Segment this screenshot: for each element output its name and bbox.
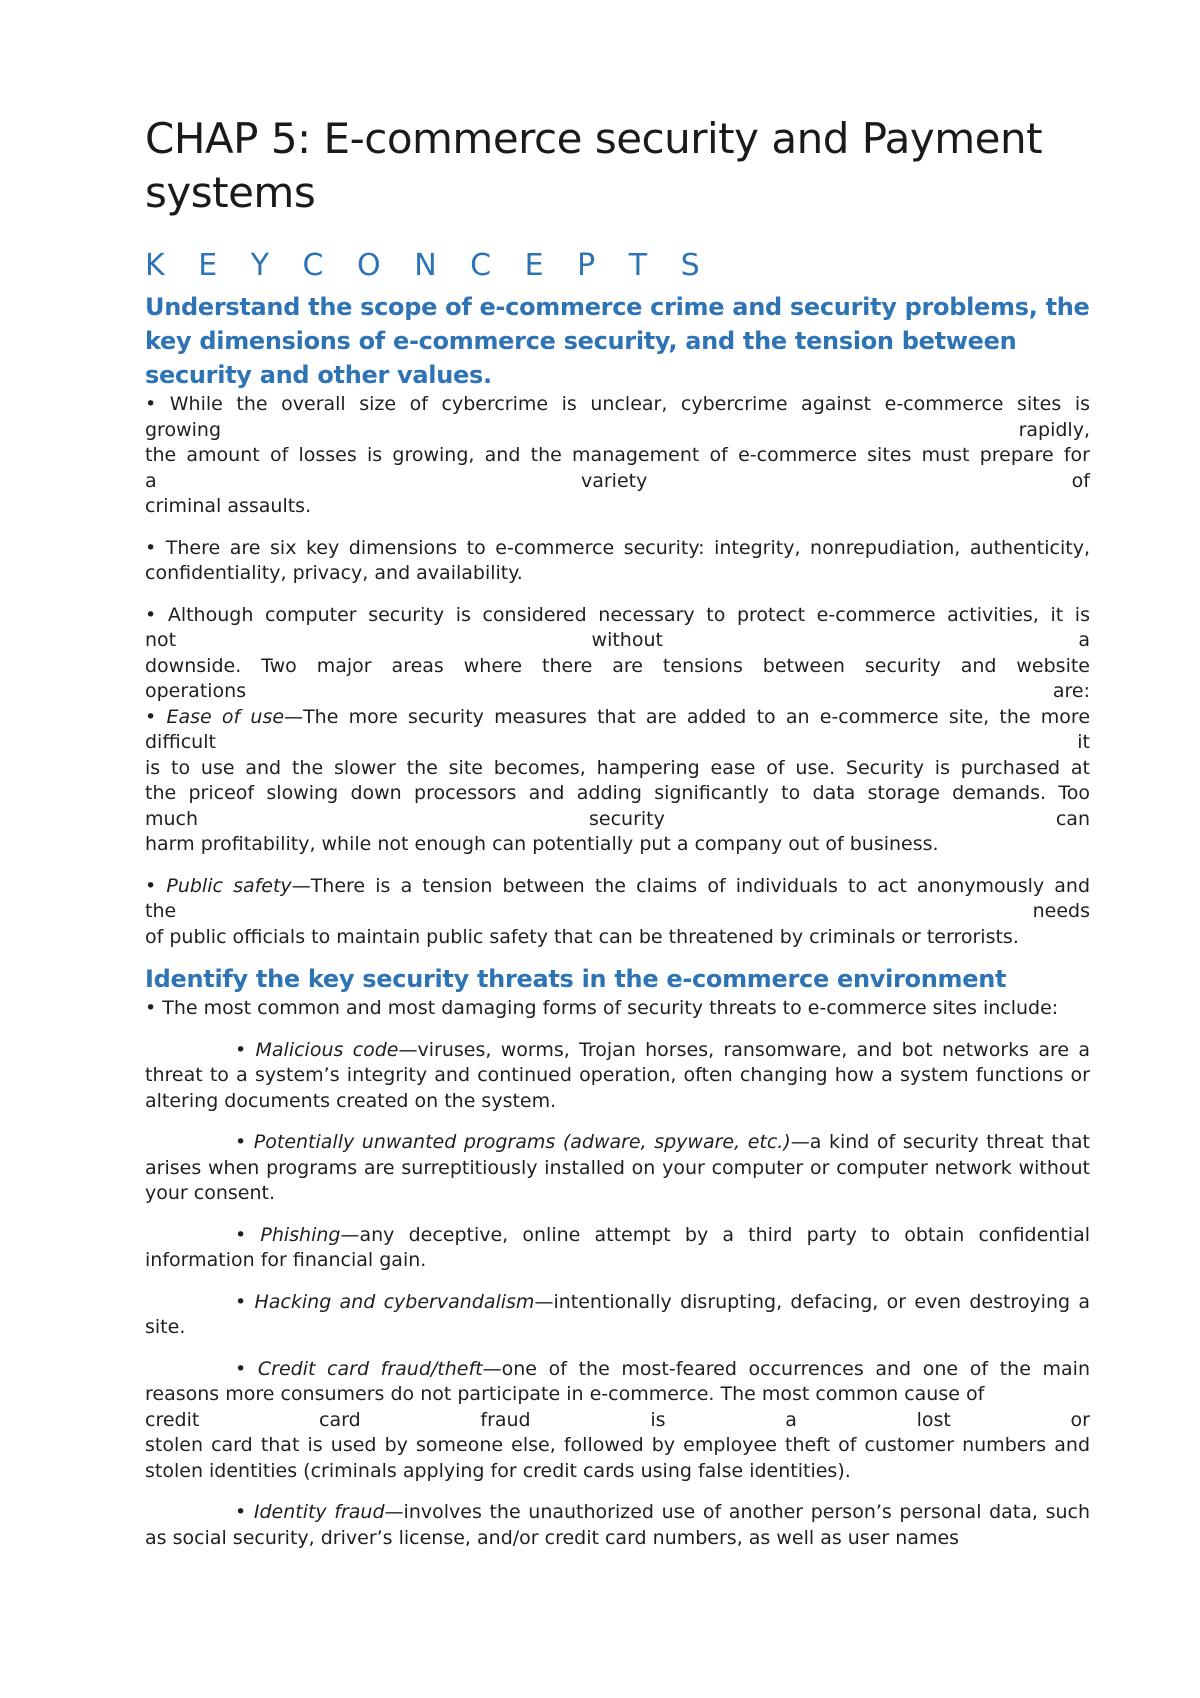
section1-paragraph-1: • While the overall size of cybercrime is unclear, cybercrime against e-commerce sites is growing rapidly, the amount of losses is growing, and the management of e-commerce sites must prepare for a variety of criminal assaults.	[145, 393, 1090, 517]
threat-item-credit-card: • Credit card fraud/theft—one of the most-feared occurrences and one of the main reasons more consumers do not participate in e-commerce. The most common cause of credit card fraud is a lost or stolen card that is used by someone else, followed by employee theft of customer numbers and stolen identities (criminals applying for credit cards using false identities).	[145, 1357, 1090, 1482]
threat-item: • Malicious code—viruses, worms, Trojan horses, ransomware, and bot networks are a threat to a system’s integrity and continued operation, often changing how a system functions or altering documents created on the system.	[145, 1038, 1091, 1112]
section1-heading: Understand the scope of e-commerce crime and security problems, the key dimensions of e-commerce security, and the tension between security and other values.	[145, 293, 1090, 389]
section1-paragraph-3: • Although computer security is considered necessary to protect e-commerce activities, it is not without a downside. Two major areas where there are tensions between security and website operations are:	[145, 603, 1090, 702]
threat-item: • Phishing—any deceptive, online attempt by a third party to obtain confidential information for financial gain.	[145, 1223, 1091, 1271]
section1-ease-of-use: • Ease of use—The more security measures that are added to an e-commerce site, the more difficult it is to use and the slower the site becomes, hampering ease of use. Security is purchased at the priceof slowing down processors and adding significantly to data storage demands. Too much security can harm profitability, while not enough can potentially put a company out of business.	[145, 705, 1091, 855]
section1-paragraph-2: • There are six key dimensions to e-commerce security: integrity, nonrepudiation, authenticity, confidentiality, privacy, and availability.	[145, 536, 1090, 584]
threat-item-identity-fraud: • Identity fraud—involves the unauthorized use of another person’s personal data, such as social security, driver’s license, and/or credit card numbers, as well as user names	[145, 1501, 1091, 1549]
section1-public-safety: • Public safety—There is a tension between the claims of individuals to act anonymously and the needs of public officials to maintain public safety that can be threatened by criminals or terrorists.	[145, 874, 1091, 948]
threat-item: • Potentially unwanted programs (adware, spyware, etc.)—a kind of security threat that arises when programs are surreptitiously installed on your computer or computer network without your consent.	[145, 1131, 1091, 1204]
threat-item: • Hacking and cybervandalism—intentionally disrupting, defacing, or even destroying a site.	[145, 1290, 1091, 1338]
section2-intro: • The most common and most damaging forms of security threats to e-commerce sites include:	[145, 997, 1059, 1019]
document-content	[145, 112, 1090, 1551]
document-title: CHAP 5: E-commerce security and Payment systems	[145, 114, 1043, 217]
section2-heading: Identify the key security threats in the e-commerce environment	[145, 965, 1007, 993]
key-concepts-heading: K E Y C O N C E P T S	[145, 248, 712, 283]
